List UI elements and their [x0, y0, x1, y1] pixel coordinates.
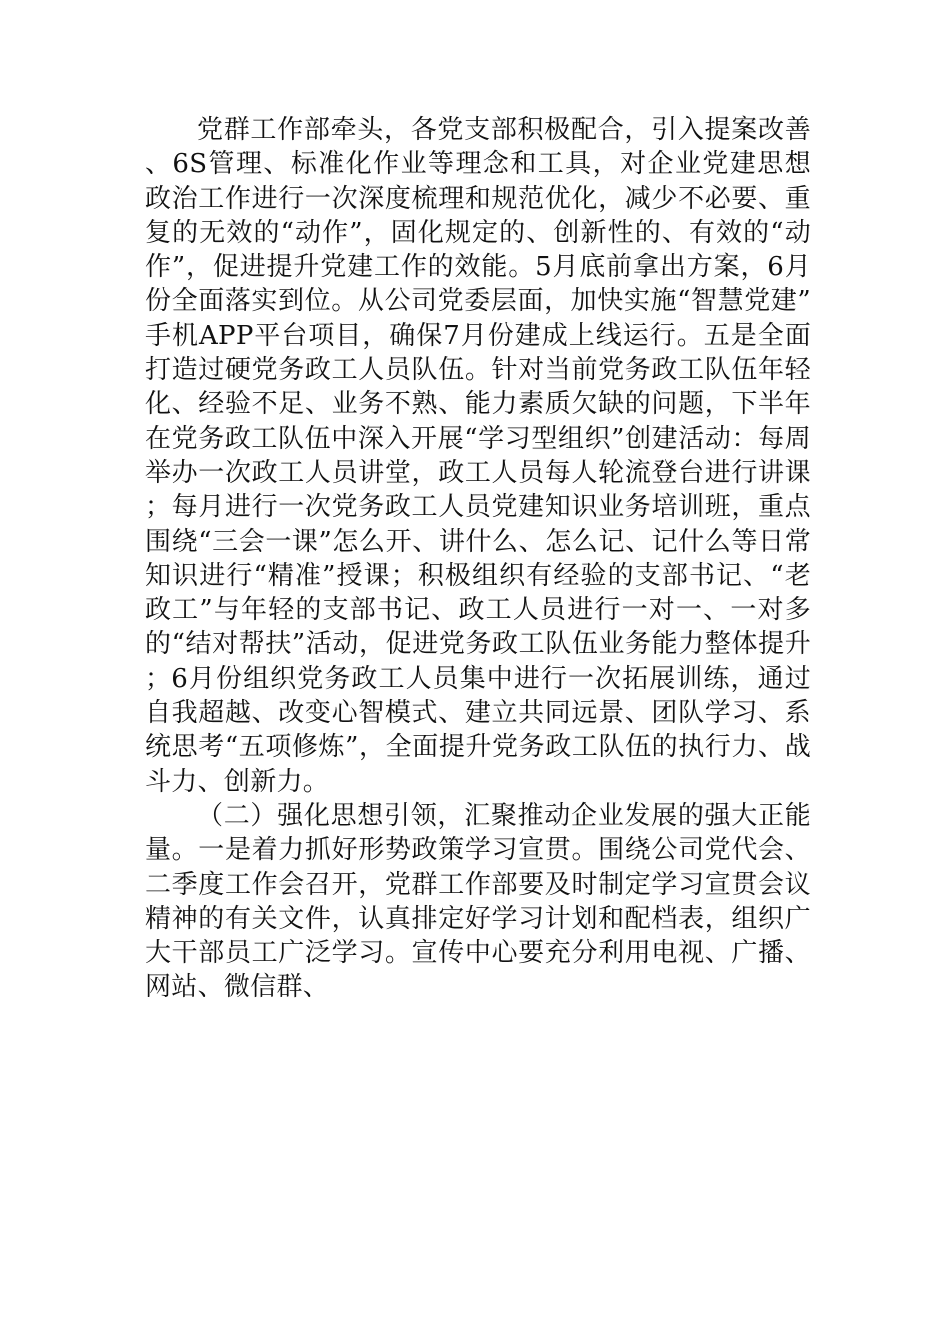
- document-body: [145, 113, 811, 1005]
- paragraph-1: 党群工作部牵头，各党支部积极配合，引入提案改善、6S管理、标准化作业等理念和工具，对企业党建思想政治工作进行一次深度梳理和规范优化，减少不必要、重复的无效的“动作”，固化规定的、创新性的、有效的“动作”，促进提升党建工作的效能。5月底前拿出方案，6月份全面落实到位。从公司党委层面，加快实施“智慧党建”手机APP平台项目，确保7月份建成上线运行。五是全面打造过硬党务政工人员队伍。针对当前党务政工队伍年轻化、经验不足、业务不熟、能力素质欠缺的问题，下半年在党务政工队伍中深入开展“学习型组织”创建活动：每周举办一次政工人员讲堂，政工人员每人轮流登台进行讲课；每月进行一次党务政工人员党建知识业务培训班，重点围绕“三会一课”怎么开、讲什么、怎么记、记什么等日常知识进行“精准”授课；积极组织有经验的支部书记、“老政工”与年轻的支部书记、政工人员进行一对一、一对多的“结对帮扶”活动，促进党务政工队伍业务能力整体提升；6月份组织党务政工人员集中进行一次拓展训练，通过自我超越、改变心智模式、建立共同远景、团队学习、系统思考“五项修炼”，全面提升党务政工队伍的执行力、战斗力、创新力。: [145, 115, 811, 797]
- paragraph-2: （二）强化思想引领，汇聚推动企业发展的强大正能量。一是着力抓好形势政策学习宣贯。围绕公司党代会、二季度工作会召开，党群工作部要及时制定学习宣贯会议精神的有关文件，认真排定好学习计划和配档表，组织广大干部员工广泛学习。宣传中心要充分利用电视、广播、网站、微信群、: [145, 800, 811, 1003]
